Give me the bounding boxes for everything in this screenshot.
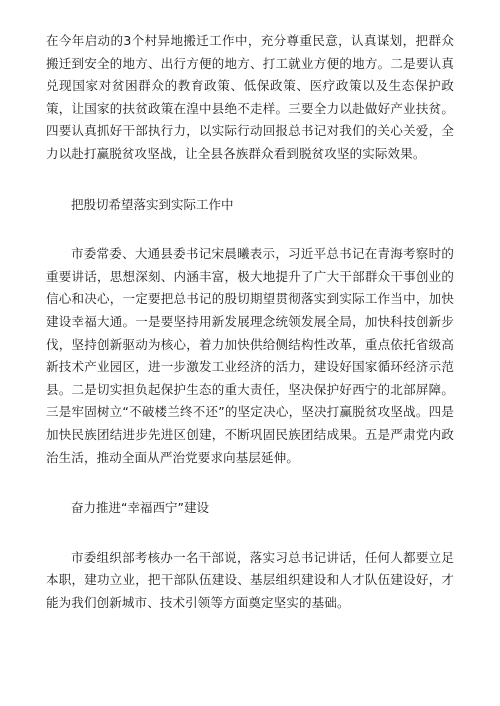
body-paragraph-3: 市委组织部考核办一名干部说，落实习总书记讲话，任何人都要立足本职，建功立业，把干部队伍建设、基层组织建设和人才队伍建设好，才能为我们创新城市、技术引领等方面奠定坚实的基础。 [46,549,454,610]
section-heading-1: 把殷切希望落实到实际工作中 [71,196,234,212]
body-paragraph-2: 市委常委、大通县委书记宋晨曦表示，习近平总书记在青海考察时的重要讲话，思想深刻、内涵丰富，极大地提升了广大干部群众干事创业的信心和决心，一定要把总书记的殷切期望贯彻落实到实际工作当中，加快建设幸福大通。一是要坚持用新发展理念统领发展全局，加快科技创新步伐，坚持创新驱动为核心，着力加快供给侧结构性改革，重点依托省级高新技术产业园区，进一步激发工业经济的活力，建设好国家循环经济示范县。二是切实担负起保护生态的重大责任，坚决保护好西宁的北部屏障。三是牢固树立“不破楼兰终不还”的坚定决心，坚决打赢脱贫攻坚战。四是加快民族团结进步先进区创建，不断巩固民族团结成果。五是严肃党内政治生活，推动全面从严治党要求向基层延伸。 [46,246,454,465]
body-paragraph-1: 在今年启动的3个村异地搬迁工作中，充分尊重民意，认真谋划，把群众搬迁到安全的地方、出行方便的地方、打工就业方便的地方。二是要认真兑现国家对贫困群众的教育政策、低保政策、医疗政策以及生态保护政策，让国家的扶贫政策在湟中县绝不走样。三要全力以赴做好产业扶贫。四要认真抓好干部执行力，以实际行动回报总书记对我们的关心关爱，全力以赴打赢脱贫攻坚战，让全县各族群众看到脱贫攻坚的实际效果。 [46,33,454,161]
section-heading-2: 奋力推进“幸福西宁”建设 [71,500,209,516]
